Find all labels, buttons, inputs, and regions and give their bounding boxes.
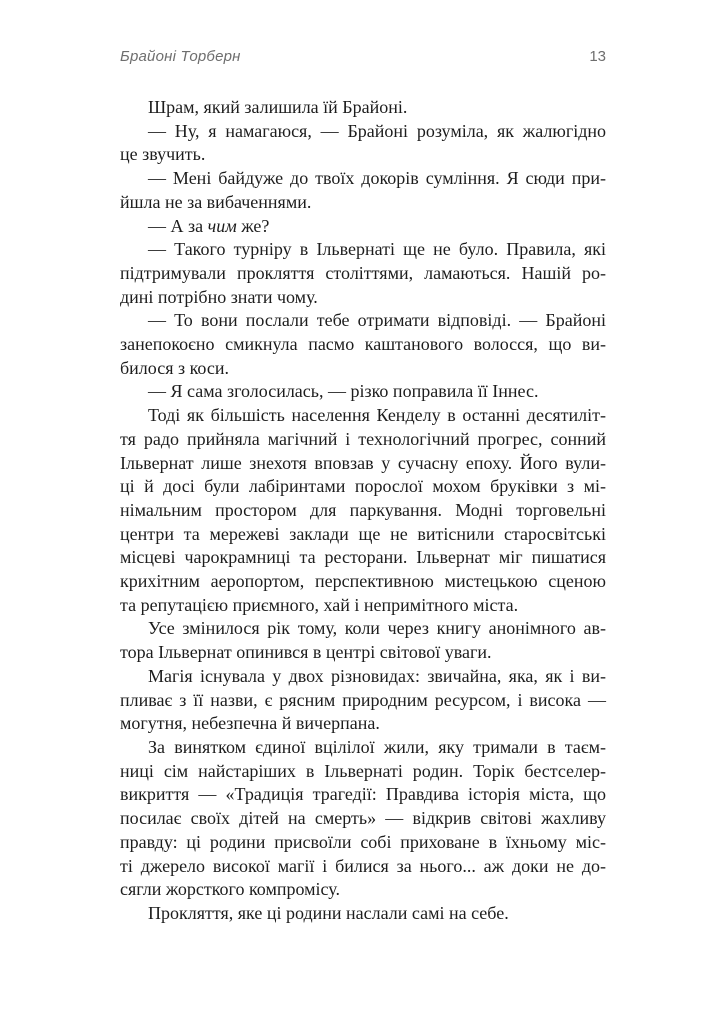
text-line	[120, 546, 606, 570]
text-run: могутня, небезпечна й вичерпана.	[120, 713, 380, 734]
text-run: Шрам, який залишила їй Брайоні.	[148, 97, 408, 117]
text-run: центри та мережеві заклади ще не витіснили старосвітські	[120, 523, 606, 544]
text-line	[120, 167, 606, 191]
text-line	[120, 428, 606, 452]
text-run: же?	[236, 215, 270, 236]
text-run: викриття — «Традиція трагедії: Правдива історія міста, що	[120, 784, 606, 805]
text-run: дині потрібно знати чому.	[120, 286, 318, 307]
text-run: німальним простором для паркування. Модні торговельні	[120, 499, 606, 520]
text-line	[120, 617, 606, 641]
paragraph	[120, 120, 606, 167]
paragraph	[120, 380, 606, 404]
paragraph	[120, 902, 606, 926]
text-run: підтримували прокляття століттями, ламаються. Нашій ро-	[120, 262, 606, 283]
text-run: — А за	[148, 215, 208, 236]
text-line	[120, 96, 606, 120]
text-line	[120, 143, 606, 167]
text-run: Прокляття, яке ці родини наслали самі на себе.	[148, 902, 509, 923]
running-title: Брайоні Торберн	[120, 48, 241, 65]
text-run: занепокоєно смикнула пасмо каштанового волосся, що ви-	[120, 334, 606, 355]
paragraph	[120, 665, 606, 736]
text-run: пливає з її назви, є рясним природним ресурсом, і висока —	[120, 689, 606, 710]
text-run: Тоді як більшість населення Кенделу в останні десятиліт-	[148, 405, 606, 426]
text-line	[120, 665, 606, 689]
text-run: — Мені байдуже до твоїх докорів сумління. Я сюди при-	[148, 168, 606, 189]
text-line	[120, 120, 606, 144]
text-line	[120, 380, 606, 404]
text-line	[120, 215, 606, 239]
text-run: — Такого турніру в Ільвернаті ще не було. Правила, які	[148, 239, 606, 260]
text-line	[120, 807, 606, 831]
italic-text: чим	[207, 215, 237, 236]
text-run: — Ну, я намагаюся, — Брайоні розуміла, як жалюгідно	[148, 120, 606, 141]
text-run: та репутацією приємного, хай і непримітного міста.	[120, 594, 519, 615]
text-line	[120, 570, 606, 594]
text-line	[120, 523, 606, 547]
paragraph	[120, 96, 606, 120]
text-line	[120, 878, 606, 902]
paragraph	[120, 238, 606, 309]
text-line	[120, 783, 606, 807]
text-line	[120, 499, 606, 523]
body-text	[120, 96, 606, 926]
text-run: ці й досі були лабіринтами порослої мохом бруківки з мі-	[120, 476, 606, 497]
text-line	[120, 333, 606, 357]
paragraph	[120, 215, 606, 239]
text-run: місцеві чарокрамниці та ресторани. Ільвернат міг пишатися	[120, 547, 606, 568]
page-header	[120, 48, 606, 65]
text-run: ті джерело високої магії і билися за нього... аж доки не до-	[120, 855, 606, 876]
text-line	[120, 760, 606, 784]
text-run: ниці сім найстаріших в Ільвернаті родин. Торік бестселер-	[120, 760, 606, 781]
text-line	[120, 238, 606, 262]
text-line	[120, 855, 606, 879]
text-line	[120, 641, 606, 665]
text-run: Магія існувала у двох різновидах: звичайна, яка, як і ви-	[148, 665, 606, 686]
text-run: йшла не за вибаченнями.	[120, 191, 312, 212]
text-line	[120, 712, 606, 736]
text-line	[120, 286, 606, 310]
text-run: — Я сама зголосилась, — різко поправила її Іннес.	[148, 381, 539, 402]
text-run: правду: ці родини присвоїли собі приховане в їхньому міс-	[120, 831, 606, 852]
text-run: тя радо прийняла магічний і технологічний прогрес, сонний	[120, 428, 606, 449]
text-line	[120, 191, 606, 215]
text-run: За винятком єдиної вцілілої жили, яку тримали в таєм-	[148, 736, 606, 757]
text-run: посилає своїх дітей на смерть» — відкрив світові жахливу	[120, 808, 606, 829]
paragraph	[120, 309, 606, 380]
text-line	[120, 736, 606, 760]
text-run: — То вони послали тебе отримати відповіді. — Брайоні	[148, 310, 606, 331]
text-run: Усе змінилося рік тому, коли через книгу анонімного ав-	[148, 618, 606, 639]
text-run: тора Ільвернат опинився в центрі світової уваги.	[120, 642, 492, 663]
text-line	[120, 452, 606, 476]
text-run: крихітним аеропортом, перспективною мистецькою сценою	[120, 571, 606, 592]
paragraph	[120, 617, 606, 664]
text-line	[120, 689, 606, 713]
text-run: сягли жорсткого компромісу.	[120, 879, 340, 900]
text-run: билося з коси.	[120, 357, 230, 378]
paragraph	[120, 167, 606, 214]
paragraph	[120, 404, 606, 617]
text-run: Ільвернат лише знехотя вповзав у сучасну епоху. Його вули-	[120, 452, 606, 473]
text-line	[120, 902, 606, 926]
text-run: це звучить.	[120, 144, 206, 165]
paragraph	[120, 736, 606, 902]
text-line	[120, 475, 606, 499]
text-line	[120, 262, 606, 286]
text-line	[120, 594, 606, 618]
page-number: 13	[589, 48, 606, 65]
text-line	[120, 831, 606, 855]
text-line	[120, 404, 606, 428]
text-line	[120, 357, 606, 381]
text-line	[120, 309, 606, 333]
